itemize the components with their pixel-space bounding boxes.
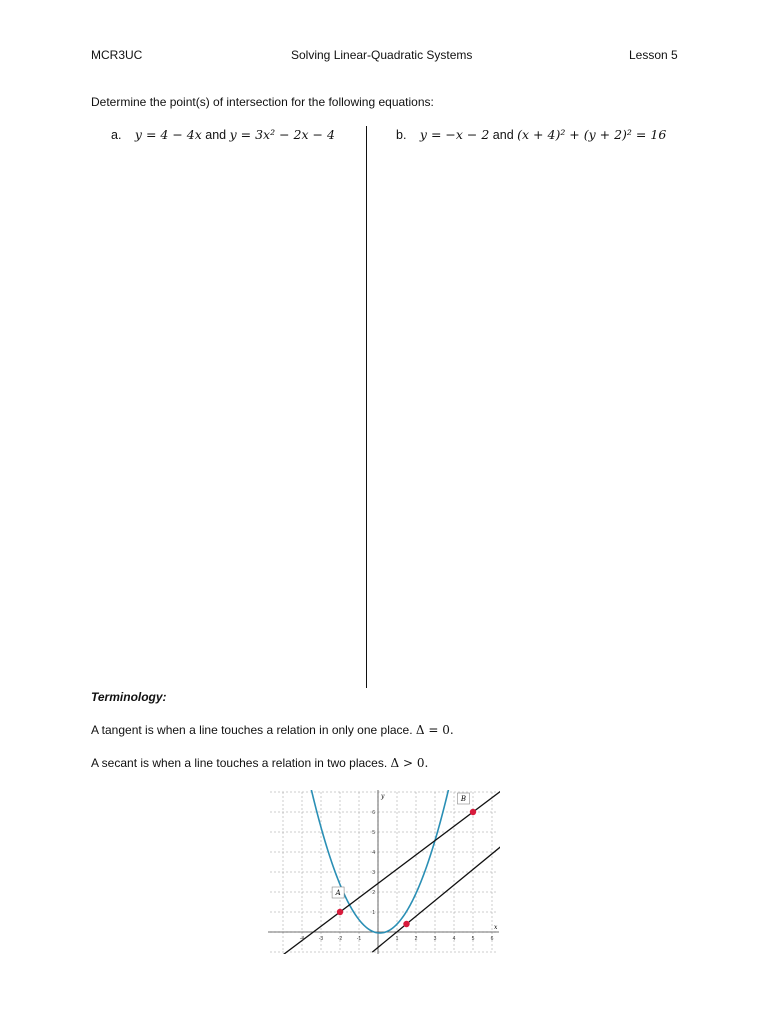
question-b-label: b. bbox=[396, 128, 407, 142]
terminology-heading: Terminology: bbox=[91, 690, 167, 704]
x-tick-label: -3 bbox=[318, 936, 324, 942]
x-tick-label: 1 bbox=[395, 936, 399, 942]
tangent-definition bbox=[91, 723, 454, 737]
question-b bbox=[396, 127, 666, 142]
x-tick-label: 3 bbox=[433, 936, 437, 942]
secant-definition bbox=[91, 756, 428, 770]
x-tick-label: 5 bbox=[471, 936, 475, 942]
parabola-curve bbox=[279, 790, 496, 933]
question-a-label: a. bbox=[111, 128, 122, 142]
y-tick-label: 1 bbox=[372, 910, 375, 916]
course-code: MCR3UC bbox=[91, 48, 143, 62]
x-tick-label: 4 bbox=[452, 936, 456, 942]
secant-text: A secant is when a line touches a relation in two places. bbox=[91, 756, 388, 770]
y-tick-label: 6 bbox=[372, 810, 375, 816]
question-b-equation-2: (x + 4)² + (y + 2)² = 16 bbox=[517, 127, 667, 142]
x-tick-label: -2 bbox=[337, 936, 343, 942]
question-b-joiner: and bbox=[492, 128, 514, 142]
point-b-label: B bbox=[460, 795, 467, 803]
point-a-label: A bbox=[335, 889, 341, 897]
y-axis-label: y bbox=[381, 793, 385, 800]
instructions: Determine the point(s) of intersection for the following equations: bbox=[91, 95, 434, 109]
question-a-equation-2: y = 3x² − 2x − 4 bbox=[229, 127, 335, 142]
x-tick-label: -1 bbox=[356, 936, 362, 942]
intersection-point-a bbox=[337, 909, 343, 915]
tangent-condition: Δ = 0. bbox=[415, 723, 454, 737]
question-a-joiner: and bbox=[205, 128, 227, 142]
x-tick-label: -4 bbox=[299, 936, 305, 942]
question-a bbox=[111, 127, 335, 142]
x-tick-label: 6 bbox=[490, 936, 494, 942]
y-tick-label: 3 bbox=[372, 870, 375, 876]
point-a-callout bbox=[332, 887, 344, 898]
tangent-secant-graph bbox=[268, 790, 500, 954]
secant-condition: Δ > 0. bbox=[390, 756, 429, 770]
question-b-equation-1: y = −x − 2 bbox=[419, 127, 490, 142]
y-tick-label: 4 bbox=[372, 850, 375, 856]
y-tick-label: 5 bbox=[372, 830, 375, 836]
tangent-point bbox=[403, 921, 409, 927]
x-tick-label: 2 bbox=[414, 936, 418, 942]
column-divider bbox=[366, 126, 367, 688]
intersection-point-b bbox=[470, 809, 476, 815]
graph-grid bbox=[270, 792, 498, 952]
point-b-callout bbox=[458, 793, 470, 804]
x-axis-label: x bbox=[494, 924, 498, 931]
page-title: Solving Linear-Quadratic Systems bbox=[291, 48, 473, 62]
secant-line bbox=[274, 791, 501, 954]
lesson-number: Lesson 5 bbox=[629, 48, 678, 62]
tangent-text: A tangent is when a line touches a relation in only one place. bbox=[91, 723, 413, 737]
question-a-equation-1: y = 4 − 4x bbox=[134, 127, 202, 142]
y-tick-label: 2 bbox=[372, 890, 375, 896]
